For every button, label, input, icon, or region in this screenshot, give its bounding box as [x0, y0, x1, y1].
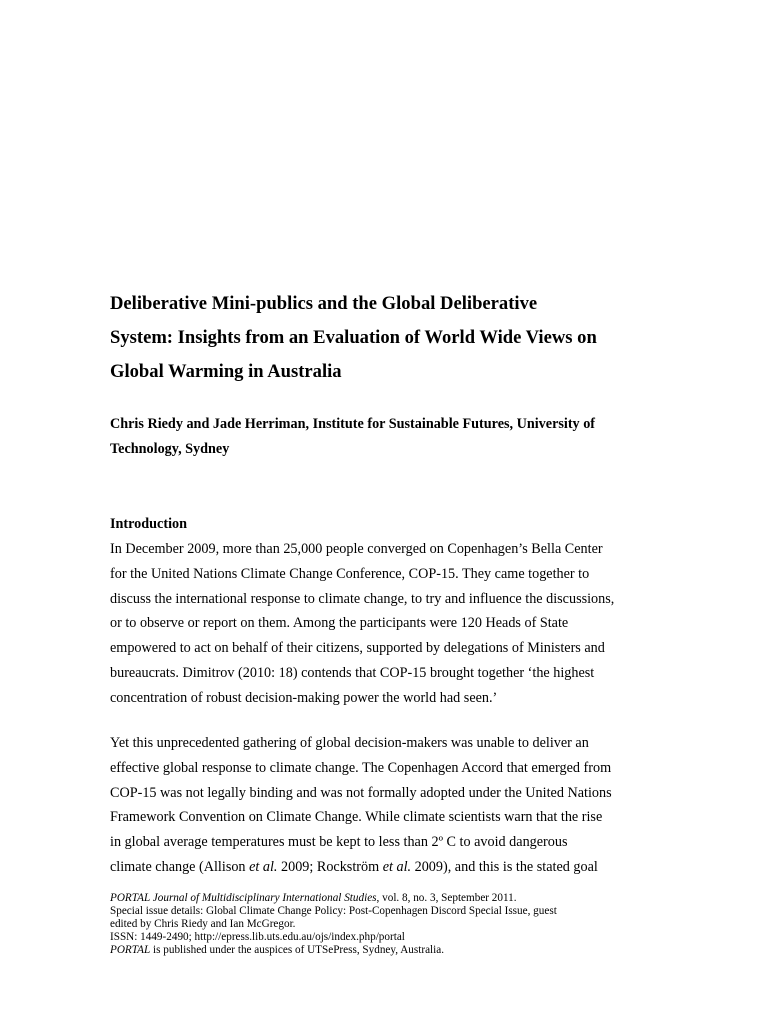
text-line: for the United Nations Climate Change Conference, COP-15. They came together to	[110, 565, 590, 582]
journal-details: , vol. 8, no. 3, September 2011.	[376, 892, 517, 904]
title-line: Global Warming in Australia	[110, 361, 342, 382]
publication-footer	[110, 892, 670, 957]
text-line: Framework Convention on Climate Change. While climate scientists warn that the rise	[110, 809, 603, 826]
text-line: bureaucrats. Dimitrov (2010: 18) contends that COP-15 brought together ‘the highest	[110, 664, 595, 681]
text-line: in global average temperatures must be kept to less than 2º C to avoid dangerous	[110, 834, 568, 851]
text-line: effective global response to climate change. The Copenhagen Accord that emerged from	[110, 759, 612, 776]
title-line: Deliberative Mini-publics and the Global Deliberative	[110, 293, 538, 314]
author-line: Technology, Sydney	[110, 441, 230, 457]
text-line: In December 2009, more than 25,000 people converged on Copenhagen’s Bella Center	[110, 541, 603, 557]
issn-line: ISSN: 1449-2490; http://epress.lib.uts.edu.au/ojs/index.php/portal	[110, 931, 405, 943]
title-line: System: Insights from an Evaluation of World Wide Views on	[110, 327, 597, 348]
section-heading-introduction: Introduction	[110, 516, 187, 532]
text-line: concentration of robust decision-making power the world had seen.’	[110, 689, 498, 706]
special-issue-line: edited by Chris Riedy and Ian McGregor.	[110, 918, 296, 930]
citation-etal: et al.	[382, 858, 412, 875]
text-run: climate change (Allison	[110, 858, 250, 875]
text-line: empowered to act on behalf of their citizens, supported by delegations of Ministers and	[110, 640, 605, 657]
author-line: Chris Riedy and Jade Herriman, Institute for Sustainable Futures, University of	[110, 416, 596, 432]
text-line	[110, 855, 680, 880]
text-line: discuss the international response to climate change, to try and influence the discussions,	[110, 590, 615, 607]
text-run: 2009), and this is the stated goal	[411, 858, 598, 875]
paragraph-2	[110, 731, 680, 880]
text-line: Yet this unprecedented gathering of global decision-makers was unable to deliver an	[110, 735, 589, 751]
article-title	[110, 287, 690, 389]
text-line: COP-15 was not legally binding and was not formally adopted under the United Nations	[110, 784, 612, 801]
publisher-details: is published under the auspices of UTSePress, Sydney, Australia.	[150, 944, 445, 956]
author-affiliation	[110, 412, 690, 462]
text-run: 2009; Rockström	[277, 858, 383, 875]
portal-name: PORTAL	[110, 944, 151, 956]
text-line: or to observe or report on them. Among the participants were 120 Heads of State	[110, 615, 569, 632]
journal-citation	[110, 892, 670, 905]
special-issue-line: Special issue details: Global Climate Change Policy: Post-Copenhagen Discord Special Issue, guest	[110, 905, 557, 917]
citation-etal: et al.	[249, 858, 278, 875]
journal-name: PORTAL Journal of Multidisciplinary International Studies	[110, 892, 377, 904]
publisher-line	[110, 944, 670, 957]
paragraph-1	[110, 537, 680, 711]
